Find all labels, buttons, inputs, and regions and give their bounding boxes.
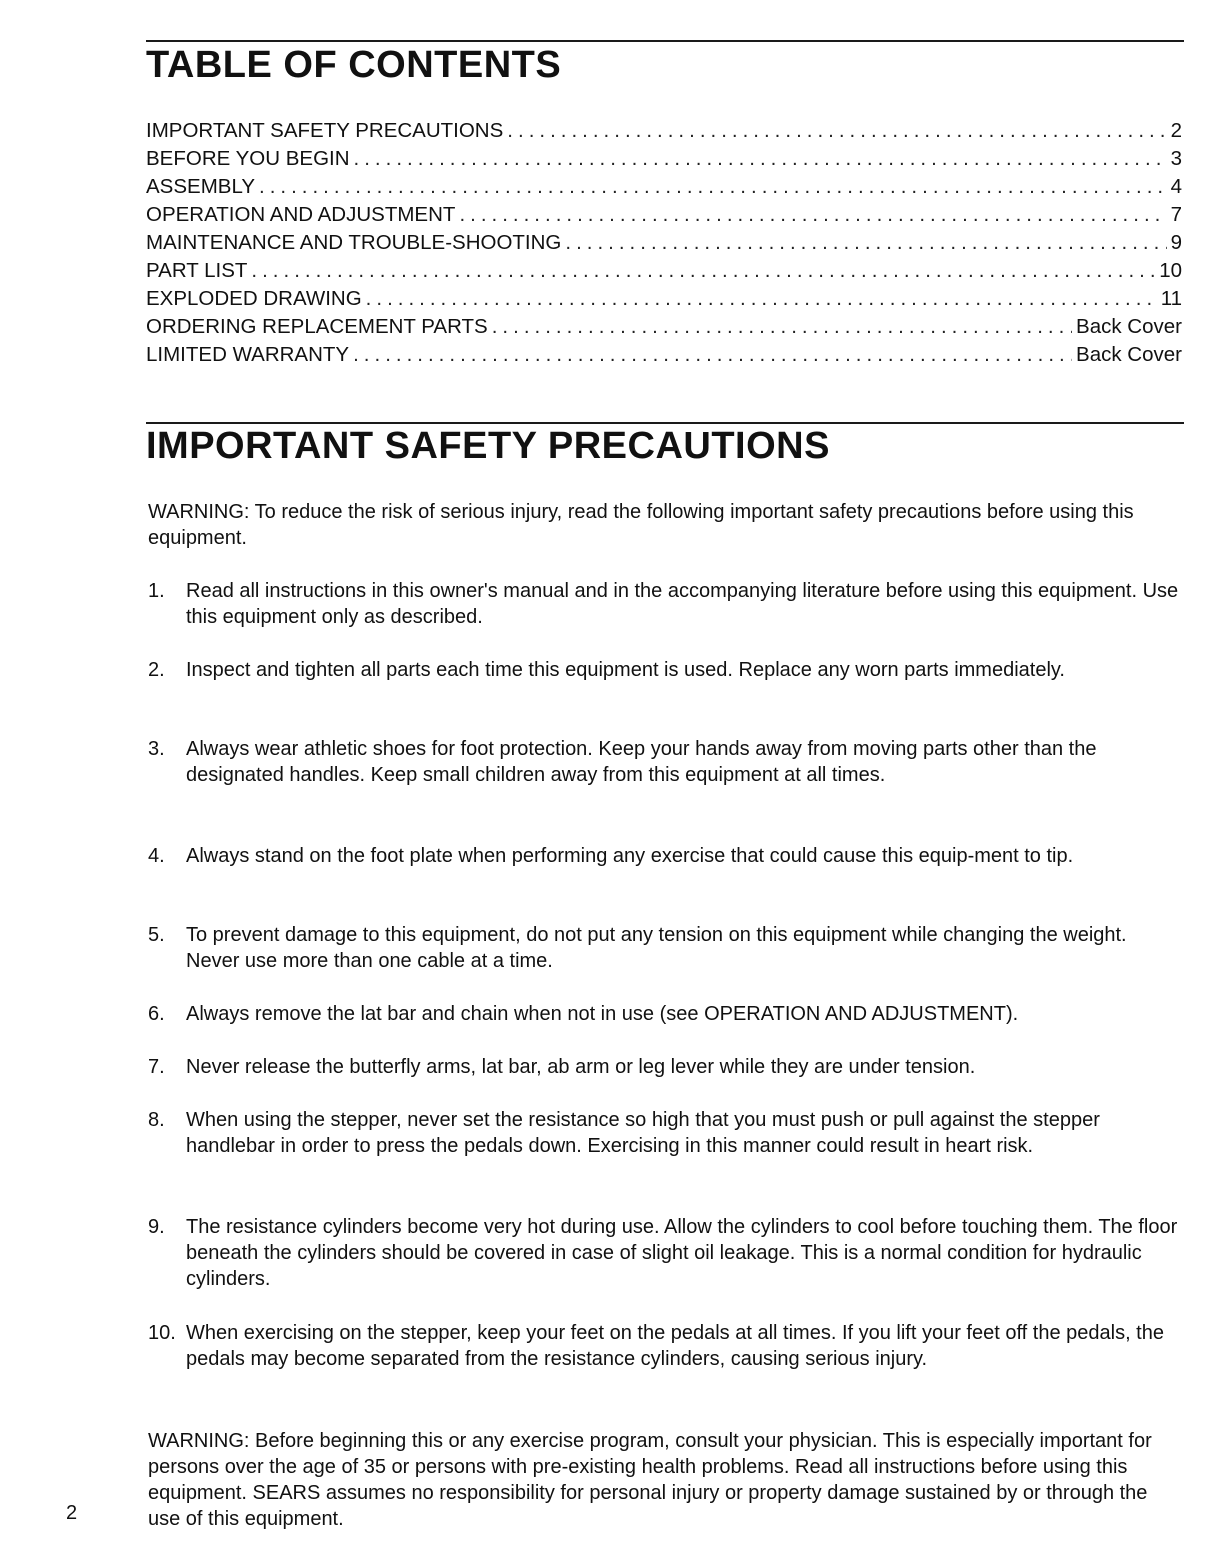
item-number: 2. [148,659,165,681]
item-number: 5. [148,924,165,946]
item-number: 10. [148,1322,176,1344]
toc-entry-page: 10 [1159,259,1182,282]
toc-entry-page: 11 [1160,287,1182,310]
toc-leader-dots [561,229,1166,257]
toc-leader-dots [350,145,1167,173]
item-text: When using the stepper, never set the resistance so high that you must push or pull against the stepper handlebar in order to press the pedals down. Exercising in this manner could result in heart risk. [186,1109,1100,1157]
safety-item [148,922,1184,974]
toc-entry-title: IMPORTANT SAFETY PRECAUTIONS [146,119,504,142]
toc-entry-page: Back Cover [1076,343,1182,366]
toc-entry [146,285,1182,313]
toc-entry-page: 2 [1170,119,1182,142]
toc-entry-page: 7 [1170,203,1182,226]
safety-item [148,843,1184,869]
item-number: 4. [148,845,165,867]
page-number: 2 [66,1502,78,1524]
item-text: Always stand on the foot plate when performing any exercise that could cause this equip-ment to tip. [186,845,1074,867]
toc-entry-title: PART LIST [146,259,248,282]
toc-entry [146,201,1182,229]
toc-leader-dots [488,313,1072,341]
toc-entry [146,257,1182,285]
item-text: Always remove the lat bar and chain when not in use (see OPERATION AND ADJUSTMENT). [186,1003,1019,1025]
item-text: Never release the butterfly arms, lat bar, ab arm or leg lever while they are under tension. [186,1056,976,1078]
item-text: Inspect and tighten all parts each time this equipment is used. Replace any worn parts immediately. [186,659,1065,681]
toc-entry [146,173,1182,201]
toc-entry-title: OPERATION AND ADJUSTMENT [146,203,456,226]
item-number: 7. [148,1056,165,1078]
toc-entry-page: 3 [1170,147,1182,170]
toc-entry-title: ORDERING REPLACEMENT PARTS [146,315,488,338]
item-text: Always wear athletic shoes for foot protection. Keep your hands away from moving parts other than the designated handles. Keep small children away from this equipment at all times. [186,738,1097,786]
toc-entry-page: Back Cover [1076,315,1182,338]
item-number: 1. [148,580,165,602]
warning-intro: WARNING: To reduce the risk of serious injury, read the following important safety precautions before using this equipment. [148,501,1134,549]
item-text: Read all instructions in this owner's manual and in the accompanying literature before using this equipment. Use this equipment only as described. [186,580,1179,628]
safety-item [148,578,1184,630]
toc-leader-dots [455,201,1166,229]
safety-item [148,1214,1184,1292]
section-rule [146,422,1184,424]
item-number: 6. [148,1003,165,1025]
toc-entry-title: ASSEMBLY [146,175,255,198]
safety-item [148,736,1184,788]
item-number: 3. [148,738,165,760]
top-rule [146,40,1184,42]
toc-entry [146,145,1182,173]
toc-entry-title: MAINTENANCE AND TROUBLE-SHOOTING [146,231,562,254]
toc-leader-dots [362,285,1157,313]
item-number: 9. [148,1216,165,1238]
warning-footer: WARNING: Before beginning this or any exercise program, consult your physician. This is especially important for persons over the age of 35 or persons with pre-existing health problems. Read all instructions before using this equipment. SEARS assumes no responsibility for personal injury or property damage sustained by or through the use of this equipment. [148,1430,1152,1530]
toc-leader-dots [503,117,1166,145]
safety-item [148,1001,1184,1027]
toc-entry [146,229,1182,257]
toc-entry-title: LIMITED WARRANTY [146,343,350,366]
item-text: To prevent damage to this equipment, do not put any tension on this equipment while changing the weight. Never use more than one cable at a time. [186,924,1127,972]
safety-item [148,1107,1184,1159]
safety-item [148,657,1184,683]
item-text: When exercising on the stepper, keep your feet on the pedals at all times. If you lift your feet off the pedals, the pedals may become separated from the resistance cylinders, causing serious injury. [186,1322,1164,1370]
toc-heading: TABLE OF CONTENTS [146,44,562,86]
toc-leader-dots [349,341,1072,369]
toc-leader-dots [255,173,1167,201]
toc-entry-page: 9 [1170,231,1182,254]
toc-entry [146,341,1182,369]
toc-entry-title: BEFORE YOU BEGIN [146,147,350,170]
item-text: The resistance cylinders become very hot during use. Allow the cylinders to cool before touching them. The floor beneath the cylinders should be covered in case of slight oil leakage. This is a normal condition for hydraulic cylinders. [186,1216,1178,1290]
safety-heading: IMPORTANT SAFETY PRECAUTIONS [146,425,830,467]
item-number: 8. [148,1109,165,1131]
toc-entry [146,117,1182,145]
toc-leader-dots [247,257,1155,285]
toc-entry-page: 4 [1170,175,1182,198]
safety-item [148,1320,1184,1372]
toc-entry [146,313,1182,341]
toc-list [146,117,1182,369]
toc-entry-title: EXPLODED DRAWING [146,287,362,310]
safety-item [148,1054,1184,1080]
